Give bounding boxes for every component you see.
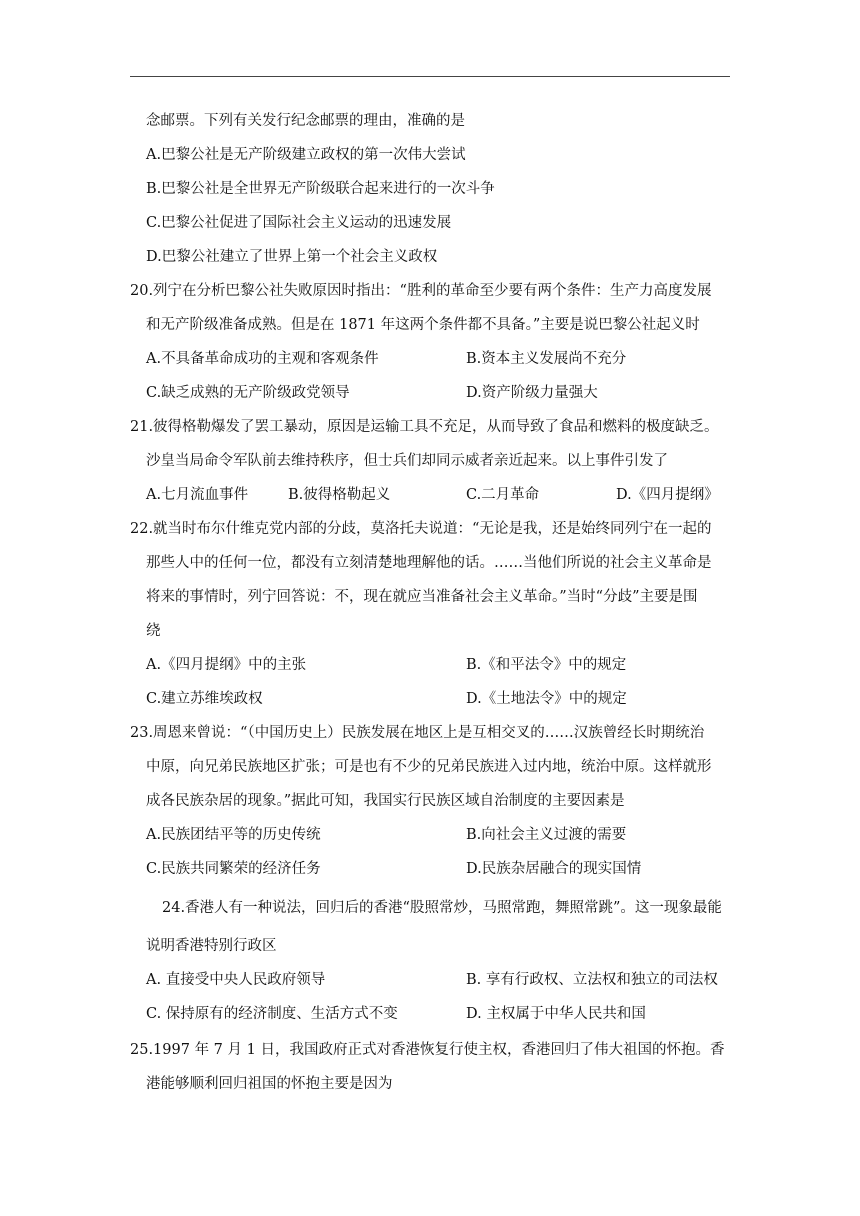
q22-stem-line1: 22.就当时布尔什维克党内部的分歧，莫洛托夫说道：“无论是我，还是始终同列宁在一起的 [130,521,712,537]
q21-option-c: C.二月革命 [466,487,540,503]
q20-option-b: B.资本主义发展尚不充分 [466,351,627,367]
q20-stem-line1: 20.列宁在分析巴黎公社失败原因时指出：“胜利的革命至少要有两个条件：生产力高度发展 [130,283,712,299]
q24-option-d: D. 主权属于中华人民共和国 [466,1006,646,1022]
q23-option-a: A.民族团结平等的历史传统 [146,827,321,843]
q23-stem-line2: 中原，向兄弟民族地区扩张；可是也有不少的兄弟民族进入过内地，统治中原。这样就形 [146,759,712,775]
q22-option-d: D.《土地法令》中的规定 [466,691,627,707]
q24-stem-line2: 说明香港特别行政区 [146,938,277,954]
q23-stem-line3: 成各民族杂居的现象。”据此可知，我国实行民族区域自治制度的主要因素是 [146,793,625,809]
q24-option-b: B. 享有行政权、立法权和独立的司法权 [466,972,718,988]
q22-stem-line2: 那些人中的任何一位，都没有立刻清楚地理解他的话。……当他们所说的社会主义革命是 [146,555,712,571]
q20-option-d: D.资产阶级力量强大 [466,385,598,401]
q20-option-a: A.不具备革命成功的主观和客观条件 [146,351,379,367]
q24-stem-line1: 24.香港人有一种说法，回归后的香港“股照常炒，马照常跑，舞照常跳”。这一现象最能 [162,900,722,916]
header-rule [130,76,730,77]
q24-option-a: A. 直接受中央人民政府领导 [146,972,326,988]
q22-option-a: A.《四月提纲》中的主张 [146,657,307,673]
q19-option-b: B.巴黎公社是全世界无产阶级联合起来进行的一次斗争 [146,181,495,197]
q24-option-c: C. 保持原有的经济制度、生活方式不变 [146,1006,398,1022]
q20-stem-line2: 和无产阶级准备成熟。但是在 1871 年这两个条件都不具备。”主要是说巴黎公社起义时 [146,317,700,333]
q23-option-c: C.民族共同繁荣的经济任务 [146,861,321,877]
q22-option-b: B.《和平法令》中的规定 [466,657,627,673]
q21-stem-line2: 沙皇当局命令军队前去维持秩序，但士兵们却同示威者亲近起来。以上事件引发了 [146,453,668,469]
q20-option-c: C.缺乏成熟的无产阶级政党领导 [146,385,350,401]
q22-stem-line4: 绕 [146,623,161,639]
q23-stem-line1: 23.周恩来曾说：“（中国历史上）民族发展在地区上是互相交叉的……汉族曾经长时期统治 [130,725,705,741]
q23-option-b: B.向社会主义过渡的需要 [466,827,627,843]
q19-stem-end: 念邮票。下列有关发行纪念邮票的理由，准确的是 [146,113,465,129]
q25-stem-line1: 25.1997 年 7 月 1 日，我国政府正式对香港恢复行使主权，香港回归了伟大祖国的怀抱。香 [130,1042,725,1058]
q25-stem-line2: 港能够顺利回归祖国的怀抱主要是因为 [146,1076,393,1092]
q21-stem-line1: 21.彼得格勒爆发了罢工暴动，原因是运输工具不充足，从而导致了食品和燃料的极度缺乏。 [130,419,719,435]
q22-stem-line3: 将来的事情时，列宁回答说：不，现在就应当准备社会主义革命。”当时“分歧”主要是围 [146,589,698,605]
q19-option-a: A.巴黎公社是无产阶级建立政权的第一次伟大尝试 [146,147,466,163]
q21-option-a: A.七月流血事件 [146,487,249,503]
q22-option-c: C.建立苏维埃政权 [146,691,263,707]
q21-option-d: D.《四月提纲》 [616,487,719,503]
q21-option-b: B.彼得格勒起义 [288,487,391,503]
q19-option-d: D.巴黎公社建立了世界上第一个社会主义政权 [146,249,438,265]
q19-option-c: C.巴黎公社促进了国际社会主义运动的迅速发展 [146,215,452,231]
q23-option-d: D.民族杂居融合的现实国情 [466,861,642,877]
